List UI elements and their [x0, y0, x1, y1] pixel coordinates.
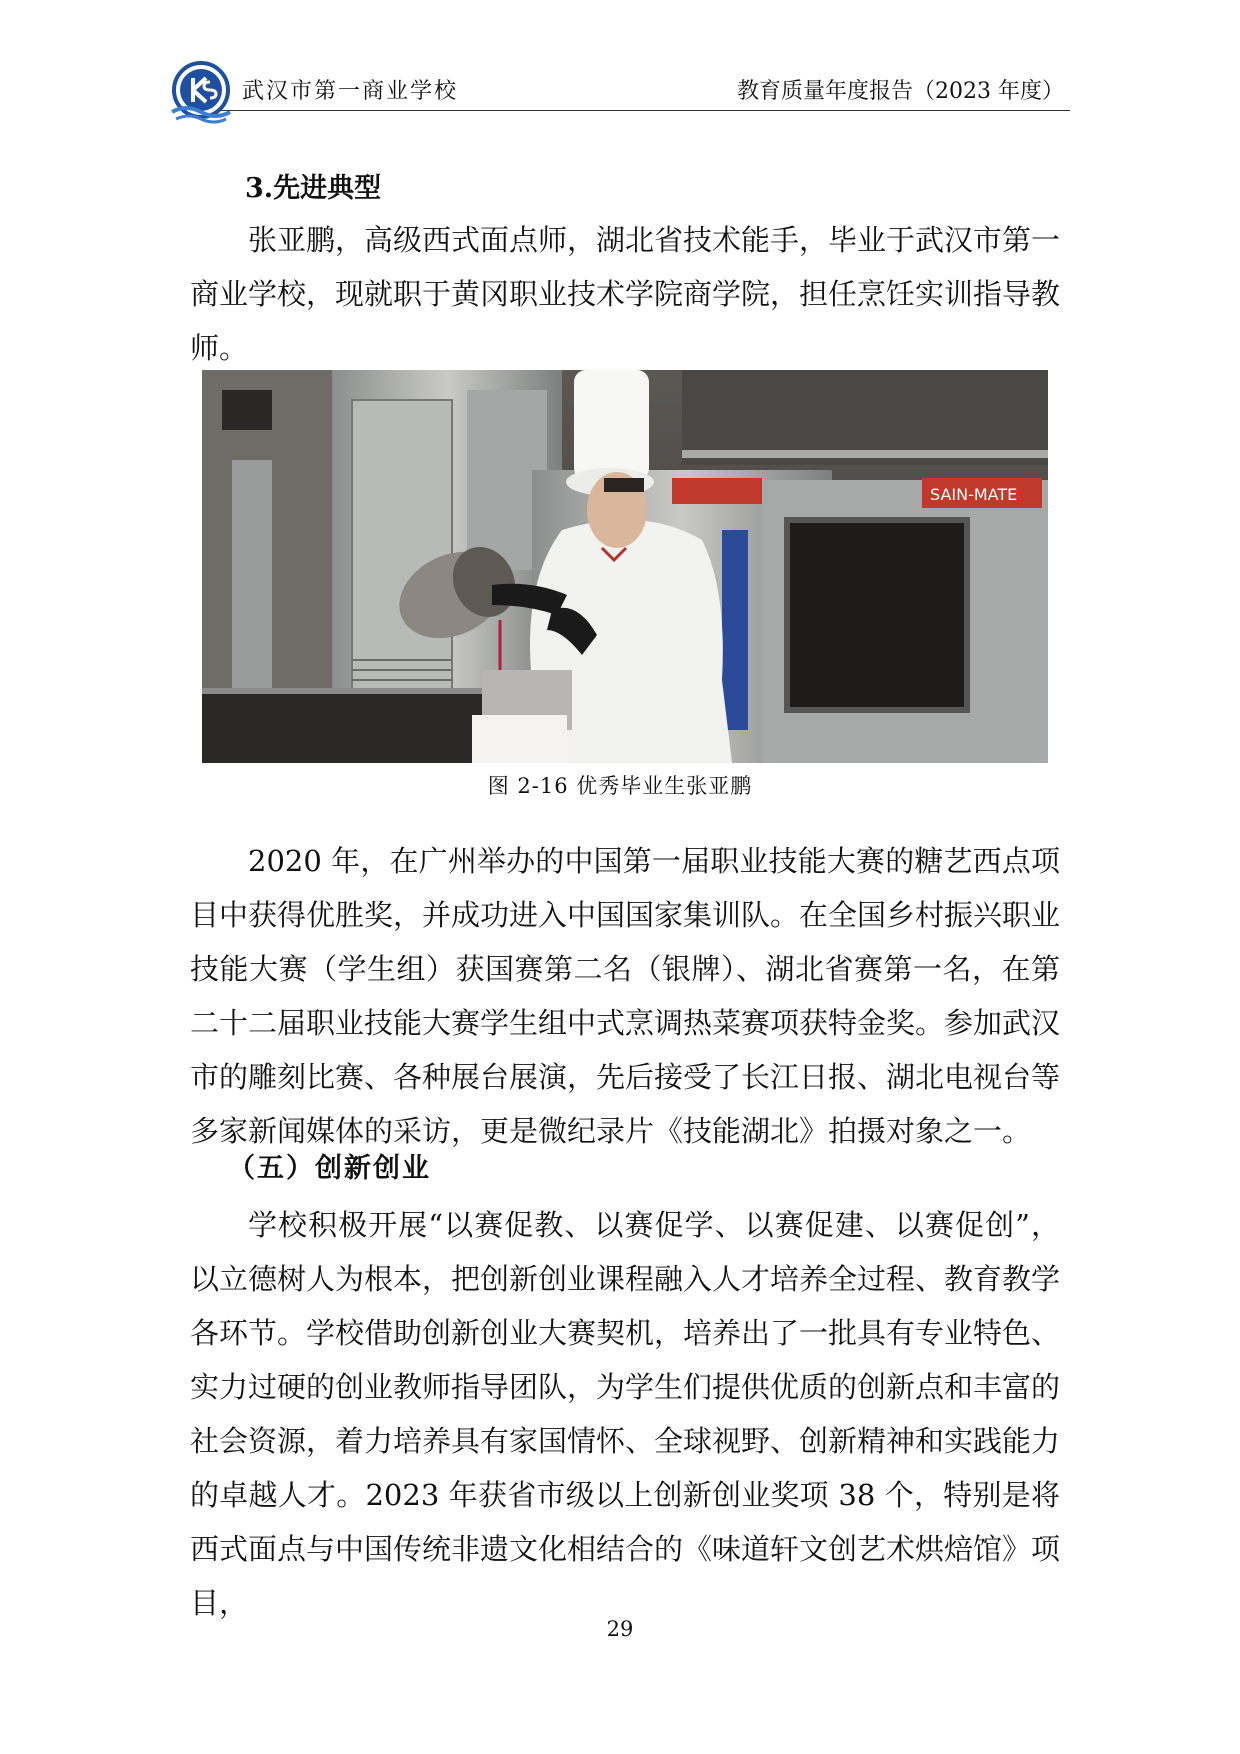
oven-brand-label: SAIN-MATE [930, 485, 1018, 504]
school-name: 武汉市第一商业学校 [242, 79, 459, 104]
intro-paragraph: 张亚鹏，高级西式面点师，湖北省技术能手，毕业于武汉市第一商业学校，现就职于黄冈职业技术学院商学院，担任烹饪实训指导教师。 [190, 223, 1061, 365]
header-divider [220, 110, 1070, 111]
report-title: 教育质量年度报告（2023 年度） [737, 79, 1064, 104]
figure-caption: 图 2-16 优秀毕业生张亚鹏 [487, 774, 753, 798]
subsection-title: （五）创新创业 [228, 1153, 431, 1184]
achievements-paragraph: 2020 年，在广州举办的中国第一届职业技能大赛的糖艺西点项目中获得优胜奖，并成功进入中国国家集训队。在全国乡村振兴职业技能大赛（学生组）获国赛第二名（银牌）、湖北省赛第一名，在第二十二届职业技能大赛学生组中式烹调热菜赛项获特金奖。参加武汉市的雕刻比赛、各种展台展演，先后接受了长江日报、湖北电视台等多家新闻媒体的采访，更是微纪录片《技能湖北》拍摄对象之一。 [190, 844, 1061, 1148]
innovation-paragraph: 学校积极开展“以赛促教、以赛促学、以赛促建、以赛促创”，以立德树人为根本，把创新创业课程融入人才培养全过程、教育教学各环节。学校借助创新创业大赛契机，培养出了一批具有专业特色、实力过硬的创业教师指导团队，为学生们提供优质的创新点和丰富的社会资源，着力培养具有家国情怀、全球视野、创新精神和实践能力的卓越人才。2023 年获省市级以上创新创业奖项 38 个，特别是将西式面点与中国传统非遗文化相结合的《味道轩文创艺术烘焙馆》项目， [190, 1208, 1061, 1620]
school-logo-icon [168, 60, 234, 126]
section-title: 3.先进典型 [245, 173, 382, 204]
page-number: 29 [606, 1617, 634, 1641]
chef-photo [202, 370, 1048, 763]
page-header [160, 58, 1070, 110]
